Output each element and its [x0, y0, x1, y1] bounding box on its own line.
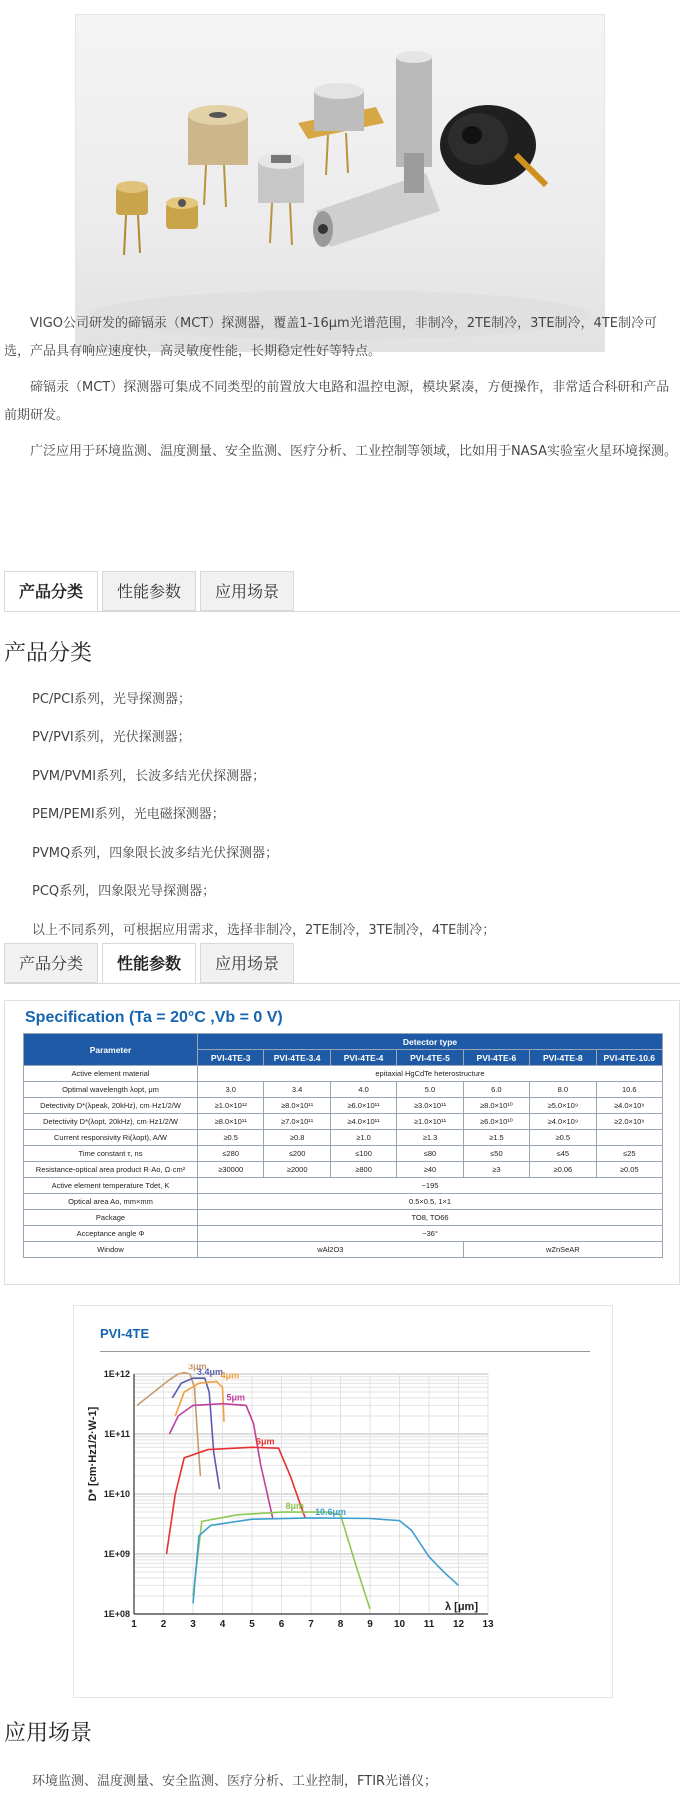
spec-value: ≥0.5 [530, 1130, 596, 1146]
spec-value: ≥0.5 [198, 1130, 264, 1146]
spec-value: TO8, TO66 [198, 1210, 663, 1226]
spec-row [24, 1178, 663, 1194]
y-tick-label: 1E+08 [103, 1609, 130, 1619]
spec-value: 3.0 [198, 1082, 264, 1098]
tab-applications[interactable]: 应用场景 [200, 943, 294, 983]
spec-value: ≥7.0×10¹¹ [264, 1114, 330, 1130]
spec-model-header: PVI-4TE-4 [330, 1050, 396, 1066]
tab-bar-2 [4, 943, 680, 984]
spec-value: ≥4.0×10⁹ [530, 1114, 596, 1130]
section-title-applications: 应用场景 [4, 1721, 93, 1746]
spec-value: ≥800 [330, 1162, 396, 1178]
spec-value [596, 1130, 662, 1146]
x-axis-label: λ [μm] [444, 1601, 478, 1613]
series-line [167, 1447, 306, 1554]
spec-param-name: Acceptance angle Φ [24, 1226, 198, 1242]
spec-model-header: PVI-4TE-5 [397, 1050, 463, 1066]
y-tick-label: 1E+11 [104, 1429, 130, 1439]
specification-panel [4, 1000, 680, 1285]
spec-value: 8.0 [530, 1082, 596, 1098]
x-tick-label: 11 [423, 1619, 435, 1630]
spec-param-name: Optimal wavelength λopt, μm [24, 1082, 198, 1098]
spec-value: ~195 [198, 1178, 663, 1194]
spec-value: ≤280 [198, 1146, 264, 1162]
spec-value: 3.4 [264, 1082, 330, 1098]
spec-value: ≥1.0×10¹² [198, 1098, 264, 1114]
spec-row [24, 1130, 663, 1146]
spec-model-header: PVI-4TE-3.4 [264, 1050, 330, 1066]
spec-row [24, 1066, 663, 1082]
spec-value: ≥0.06 [530, 1162, 596, 1178]
spec-param-name: Window [24, 1242, 198, 1258]
series-label: 3μm [188, 1364, 207, 1372]
y-axis-label: D* [cm·Hz1/2·W-1] [87, 1406, 99, 1502]
x-tick-label: 3 [190, 1619, 196, 1630]
series-label: 3.4μm [197, 1367, 224, 1378]
spec-value: ≥1.3 [397, 1130, 463, 1146]
tab-performance[interactable]: 性能参数 [102, 571, 196, 611]
spec-value: 0.5×0.5, 1×1 [198, 1194, 663, 1210]
tab-bar-1 [4, 571, 680, 612]
spec-row [24, 1226, 663, 1242]
spec-param-name: Detectivity D*(λopt, 20kHz), cm·Hz1/2/W [24, 1114, 198, 1130]
spec-value: ≥0.05 [596, 1162, 662, 1178]
section-title-category: 产品分类 [4, 641, 93, 666]
list-item: PVM/PVMI系列，长波多结光伏探测器； [32, 769, 266, 784]
chart-title-divider [100, 1351, 590, 1352]
product-photo [75, 14, 605, 352]
spec-value: ≥4.0×10¹¹ [330, 1114, 396, 1130]
spec-param-name: Active element material [24, 1066, 198, 1082]
chart-title: PVI-4TE [100, 1326, 150, 1341]
spec-model-header: PVI-4TE-3 [198, 1050, 264, 1066]
spec-param-name: Resistance-optical area product R·Ao, Ω·cm² [24, 1162, 198, 1178]
intro-paragraph-3: 广泛应用于环境监测、温度测量、安全监测、医疗分析、工业控制等领域，比如用于NASA实验室火星环境探测。 [30, 444, 678, 459]
x-tick-label: 7 [308, 1619, 314, 1630]
applications-text: 环境监测、温度测量、安全监测、医疗分析、工业控制，FTIR光谱仪； [32, 1774, 438, 1789]
list-item: PEM/PEMI系列，光电磁探测器； [32, 807, 225, 822]
spec-value: ≥6.0×10¹¹ [330, 1098, 396, 1114]
list-item: PVMQ系列，四象限长波多结光伏探测器； [32, 846, 279, 861]
spec-param-name: Package [24, 1210, 198, 1226]
spec-value: 4.0 [330, 1082, 396, 1098]
series-label: 4μm [220, 1370, 240, 1381]
spec-value: ≥3 [463, 1162, 529, 1178]
y-tick-label: 1E+10 [103, 1489, 130, 1499]
spec-value: ≥2000 [264, 1162, 330, 1178]
spec-value: ≤200 [264, 1146, 330, 1162]
spec-group-header: Detector type [198, 1034, 663, 1050]
y-tick-label: 1E+12 [103, 1369, 130, 1379]
spec-value: ≤25 [596, 1146, 662, 1162]
spec-row [24, 1098, 663, 1114]
tab-product-category[interactable]: 产品分类 [4, 943, 98, 983]
tab-applications[interactable]: 应用场景 [200, 571, 294, 611]
x-tick-label: 6 [278, 1619, 285, 1630]
series-label: 8μm [285, 1501, 305, 1512]
spec-value: epitaxial HgCdTe heterostructure [198, 1066, 663, 1082]
spec-value: ~36° [198, 1226, 663, 1242]
intro-paragraph-2: 碲镉汞（MCT）探测器可集成不同类型的前置放大电路和温控电源，模块紧凑，方便操作，非常适合科研和产品前期研发。 [4, 380, 670, 423]
spec-value: ≥8.0×10¹¹ [198, 1114, 264, 1130]
x-tick-label: 8 [337, 1619, 344, 1630]
spec-param-name: Optical area Ao, mm×mm [24, 1194, 198, 1210]
spec-value: ≥1.5 [463, 1130, 529, 1146]
detector-products-illustration [76, 15, 604, 351]
x-tick-label: 10 [393, 1619, 406, 1630]
spec-value: ≤45 [530, 1146, 596, 1162]
spec-value: wZnSeAR [463, 1242, 662, 1258]
spec-value: ≤80 [397, 1146, 463, 1162]
tab-product-category[interactable]: 产品分类 [4, 571, 98, 611]
list-item: 以上不同系列，可根据应用需求，选择非制冷，2TE制冷，3TE制冷，4TE制冷； [32, 923, 496, 938]
list-item: PV/PVI系列，光伏探测器； [32, 730, 191, 745]
x-tick-label: 5 [249, 1619, 255, 1630]
x-tick-label: 13 [482, 1619, 494, 1630]
spec-value: 6.0 [463, 1082, 529, 1098]
list-item: PCQ系列，四象限光导探测器； [32, 884, 216, 899]
spec-param-name: Current responsivity Ri(λopt), A/W [24, 1130, 198, 1146]
spec-row [24, 1210, 663, 1226]
y-tick-label: 1E+09 [103, 1549, 130, 1559]
series-label: 5μm [226, 1392, 246, 1403]
spec-value: ≥0.8 [264, 1130, 330, 1146]
list-item: PC/PCI系列，光导探测器； [32, 692, 192, 707]
spec-value: ≥5.0×10⁹ [530, 1098, 596, 1114]
series-label: 6μm [256, 1436, 275, 1447]
spec-value: ≥1.0×10¹¹ [397, 1114, 463, 1130]
tab-performance[interactable]: 性能参数 [102, 943, 196, 983]
spec-value: 10.6 [596, 1082, 662, 1098]
detectivity-chart [74, 1364, 612, 1694]
spec-row [24, 1194, 663, 1210]
spec-table [23, 1033, 663, 1258]
spec-value: ≥8.0×10¹¹ [264, 1098, 330, 1114]
spec-value: 5.0 [397, 1082, 463, 1098]
spec-value: wAl2O3 [198, 1242, 464, 1258]
series-line [169, 1404, 272, 1518]
spec-value: ≥8.0×10¹⁰ [463, 1098, 529, 1114]
spec-row [24, 1242, 663, 1258]
spec-model-header: PVI-4TE-8 [530, 1050, 596, 1066]
spec-model-header: PVI-4TE-6 [463, 1050, 529, 1066]
x-tick-label: 9 [367, 1619, 373, 1630]
x-tick-label: 12 [452, 1619, 465, 1630]
spec-value: ≥1.0 [330, 1130, 396, 1146]
spec-value: ≤50 [463, 1146, 529, 1162]
spec-model-header: PVI-4TE-10.6 [596, 1050, 662, 1066]
spec-value: ≥6.0×10¹⁰ [463, 1114, 529, 1130]
series-label: 10.6μm [315, 1506, 347, 1517]
spec-value: ≥40 [397, 1162, 463, 1178]
spec-param-name: Active element temperature Tdet, K [24, 1178, 198, 1194]
spec-value: ≤100 [330, 1146, 396, 1162]
spec-row [24, 1114, 663, 1130]
spec-param-header: Parameter [24, 1034, 198, 1066]
spec-title: Specification (Ta = 20°C ,Vb = 0 V) [25, 1009, 283, 1026]
spec-row [24, 1162, 663, 1178]
series-line [193, 1518, 459, 1604]
spec-param-name: Detectivity D*(λpeak, 20kHz), cm·Hz1/2/W [24, 1098, 198, 1114]
spec-row [24, 1146, 663, 1162]
spec-param-name: Time constant τ, ns [24, 1146, 198, 1162]
spec-value: ≥30000 [198, 1162, 264, 1178]
x-tick-label: 4 [219, 1619, 226, 1630]
detectivity-chart-panel [73, 1305, 613, 1698]
spec-value: ≥2.0×10⁹ [596, 1114, 662, 1130]
spec-value: ≥4.0×10⁹ [596, 1098, 662, 1114]
intro-paragraph-1: VIGO公司研发的碲镉汞（MCT）探测器，覆盖1-16μm光谱范围，非制冷，2TE制冷，3TE制冷，4TE制冷可选，产品具有响应速度快，高灵敏度性能，长期稳定性好等特点。 [4, 316, 657, 359]
spec-value: ≥3.0×10¹¹ [397, 1098, 463, 1114]
spec-row [24, 1082, 663, 1098]
x-tick-label: 2 [160, 1619, 167, 1630]
x-tick-label: 1 [131, 1619, 137, 1630]
